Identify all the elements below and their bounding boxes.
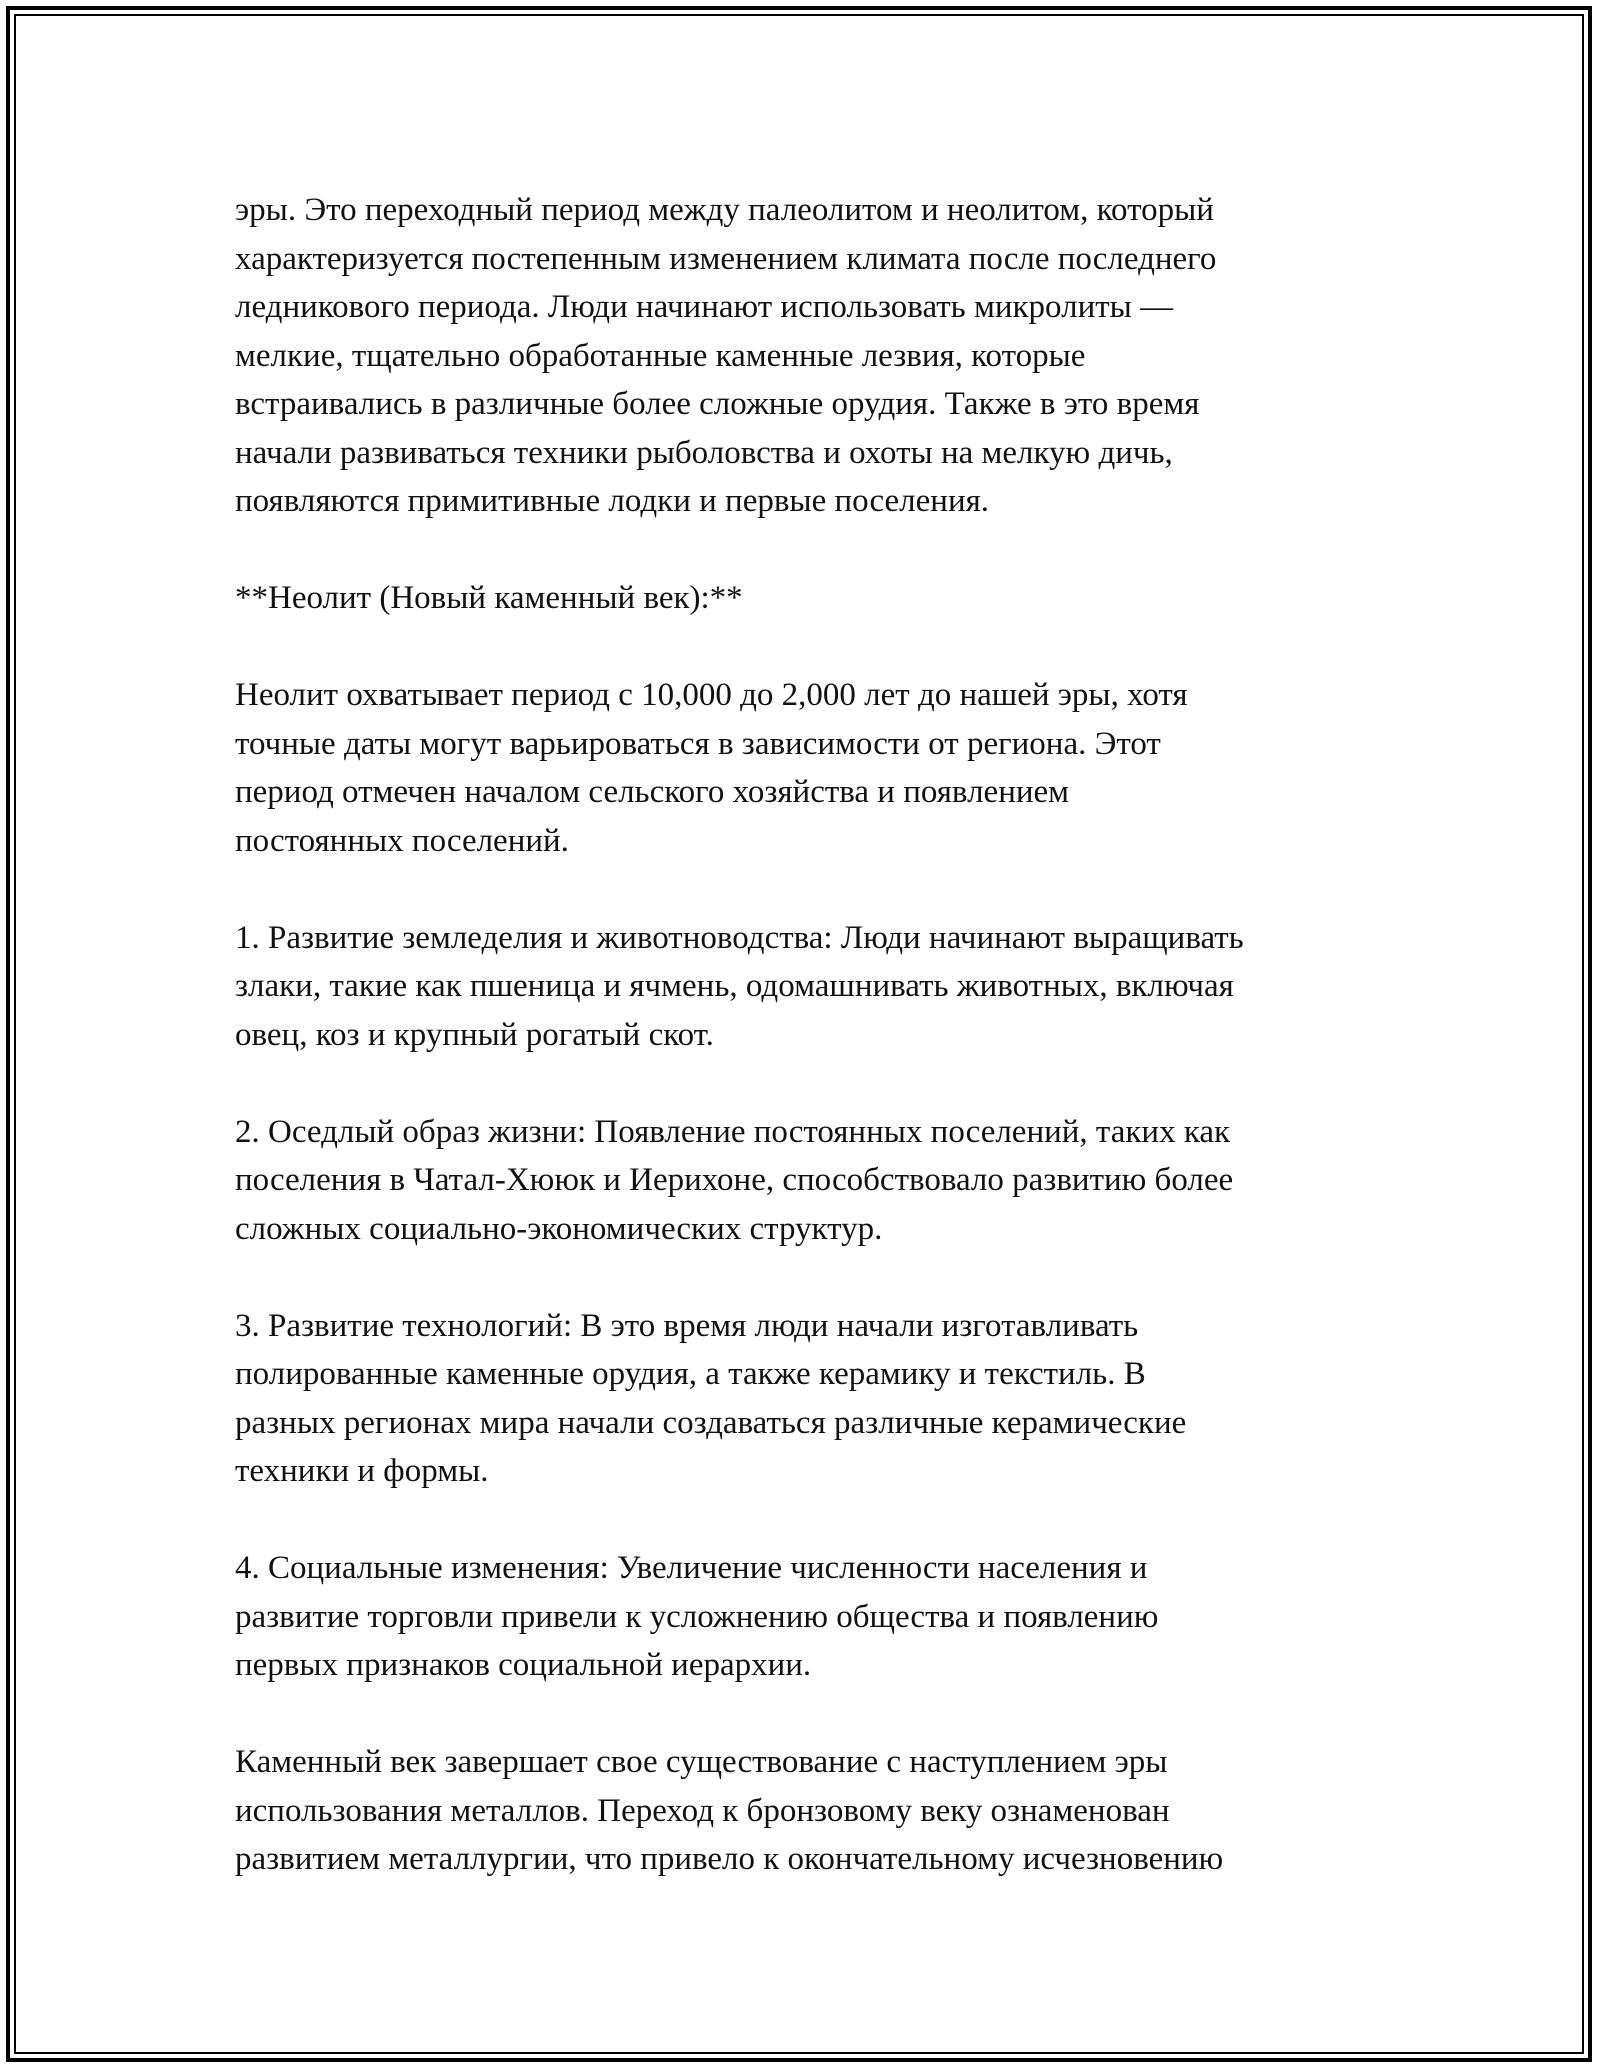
list-item-technology: 3. Развитие технологий: В это время люди начали изготавливать полированные каменные орудия, а также керамику и текстиль. В разных регионах мира начали создаваться различные керамические техники и формы. [235,1307,1187,1489]
list-item-social-changes: 4. Социальные изменения: Увеличение численности населения и развитие торговли привели к усложнению общества и появлению первых признаков социальной иерархии. [235,1550,1159,1683]
list-item-sedentary-life: 2. Оседлый образ жизни: Появление постоянных поселений, таких как поселения в Чатал-Хююк и Иерихоне, способствовало развитию более сложных социально-экономических структур. [235,1113,1234,1247]
list-item-agriculture: 1. Развитие земледелия и животноводства: Люди начинают выращивать злаки, такие как пшеница и ячмень, одомашнивать животных, включая овец, коз и крупный рогатый скот. [235,919,1244,1053]
document-body [235,186,1385,1884]
paragraph-neolithic-intro: Неолит охватывает период с 10,000 до 2,000 лет до нашей эры, хотя точные даты могут варьироваться в зависимости от региона. Этот период отмечен началом сельского хозяйства и появлением постоянных поселений. [235,677,1188,859]
paragraph-mesolithic-continuation: эры. Это переходный период между палеолитом и неолитом, который характеризуется постепенным изменением климата после последнего ледникового периода. Люди начинают использовать микролиты — мелкие, тщательно обработанные каменные лезвия, которые встраивались в различные более сложные орудия. Также в это время начали развиваться техники рыболовства и охоты на мелкую дичь, появляются примитивные лодки и первые поселения. [235,192,1217,519]
paragraph-conclusion: Каменный век завершает свое существование с наступлением эры использования металлов. Переход к бронзовому веку ознаменован развитием металлургии, что привело к окончательному исчезновению [235,1744,1224,1877]
section-heading-neolithic: **Неолит (Новый каменный век):** [235,580,743,616]
